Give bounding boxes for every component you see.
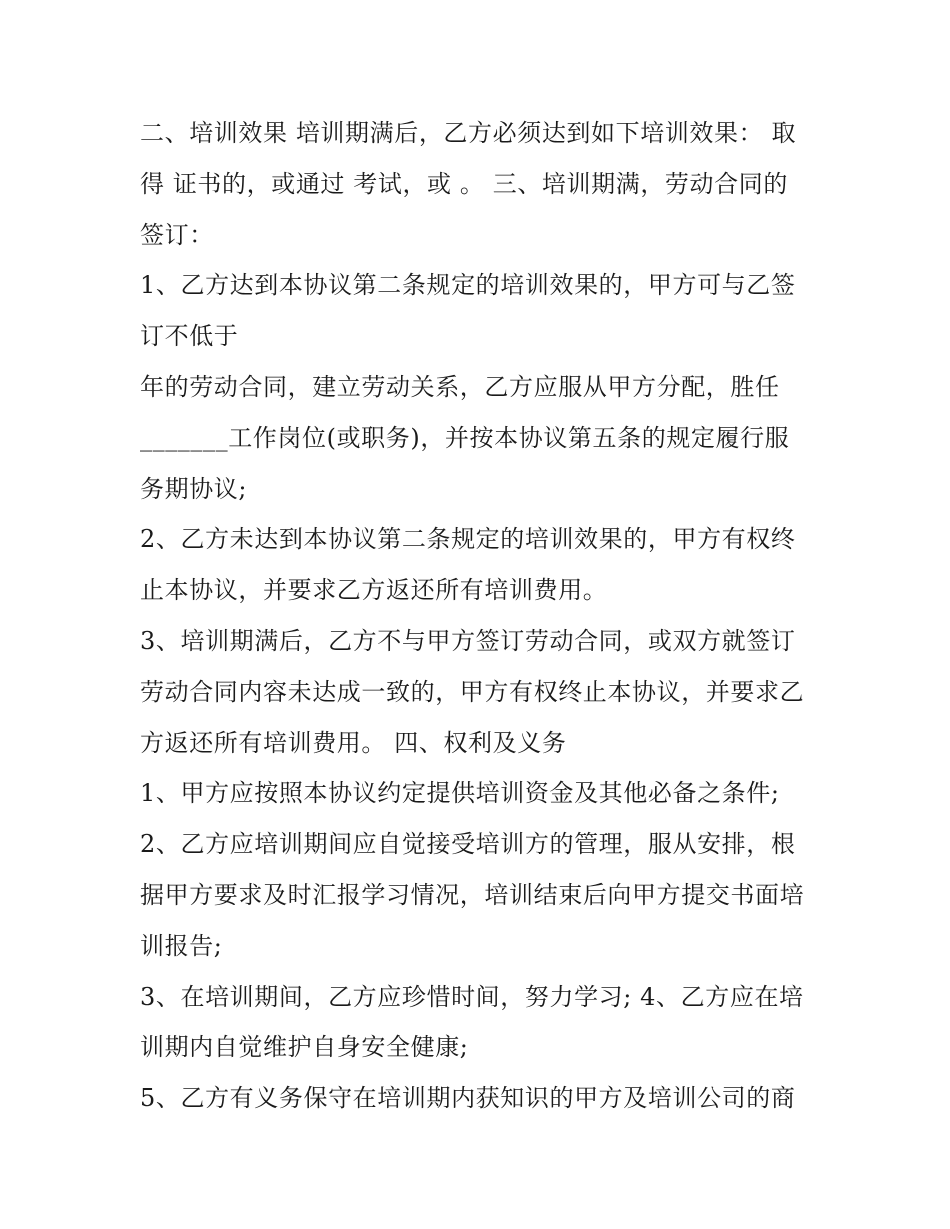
- text-line: 训报告;: [140, 931, 223, 960]
- text-line: 据甲方要求及时汇报学习情况，培训结束后向甲方提交书面培: [140, 880, 805, 909]
- text-line: 训期内自觉维护自身安全健康;: [140, 1033, 469, 1062]
- text-line: 2、乙方应培训期间应自觉接受培训方的管理，服从安排，根: [140, 830, 796, 859]
- text-line: 止本协议，并要求乙方返还所有培训费用。: [140, 576, 608, 605]
- text-line: 方返还所有培训费用。 四、权利及义务: [140, 728, 567, 757]
- text-line: 1、乙方达到本协议第二条规定的培训效果的，甲方可与乙签: [140, 271, 796, 300]
- text-line: 得 证书的，或通过 考试，或 。 三、培训期满，劳动合同的: [140, 169, 788, 198]
- text-line: 务期协议;: [140, 474, 248, 503]
- text-line: 二、培训效果 培训期满后，乙方必须达到如下培训效果： 取: [140, 119, 797, 147]
- text-line: 订不低于: [140, 322, 239, 351]
- text-line: 5、乙方有义务保守在培训期内获知识的甲方及培训公司的商: [140, 1084, 796, 1113]
- text-line: 2、乙方未达到本协议第二条规定的培训效果的，甲方有权终: [140, 525, 796, 554]
- text-line: 劳动合同内容未达成一致的，甲方有权终止本协议，并要求乙: [140, 677, 805, 706]
- text-line: _______工作岗位(或职务)，并按本协议第五条的规定履行服: [140, 423, 790, 452]
- text-line: 3、在培训期间，乙方应珍惜时间，努力学习; 4、乙方应在培: [140, 982, 804, 1011]
- text-line: 1、甲方应按照本协议约定提供培训资金及其他必备之条件;: [140, 779, 780, 808]
- document-body: [140, 108, 820, 1124]
- text-line: 3、培训期满后，乙方不与甲方签订劳动合同，或双方就签订: [140, 626, 796, 655]
- text-line: 签订：: [140, 220, 214, 249]
- text-line: 年的劳动合同，建立劳动关系，乙方应服从甲方分配，胜任: [140, 372, 780, 401]
